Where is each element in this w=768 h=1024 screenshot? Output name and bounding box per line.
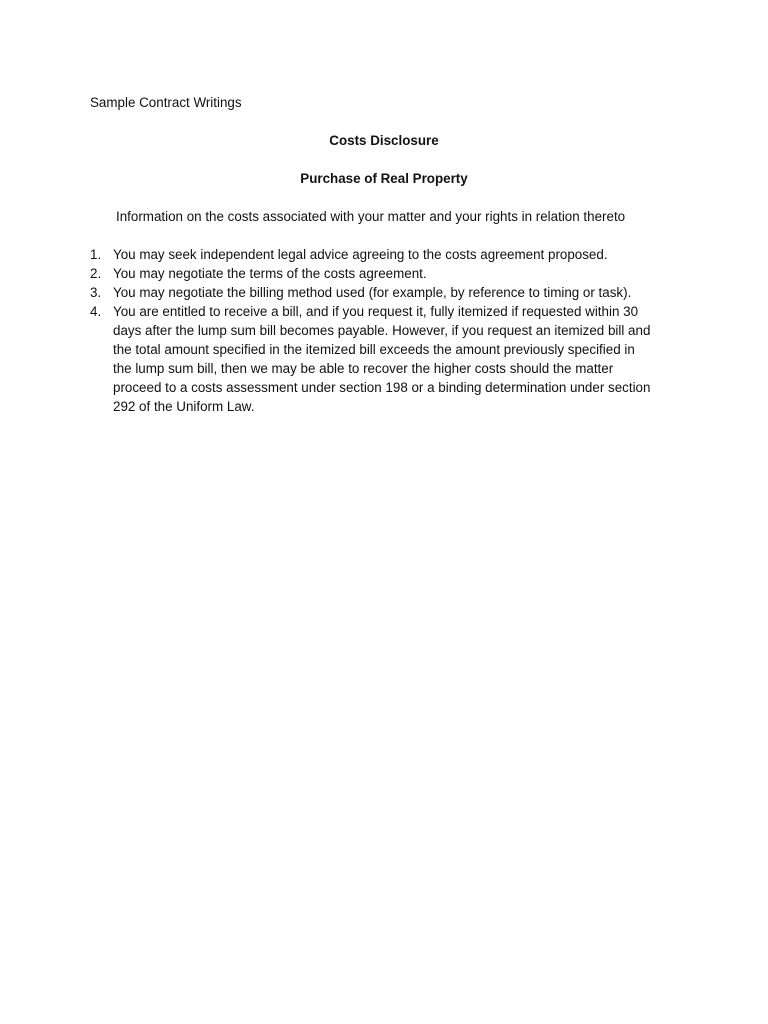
list-item-number: 3. <box>90 285 102 300</box>
document-subtitle: Purchase of Real Property <box>300 171 468 186</box>
list-item-text <box>113 302 680 416</box>
intro-paragraph: Information on the costs associated with your matter and your rights in relation thereto <box>116 209 626 224</box>
list-item-number: 1. <box>90 247 102 262</box>
list-item <box>90 264 680 283</box>
list-item-line: You may negotiate the billing method used (for example, by reference to timing or task). <box>113 285 632 300</box>
rights-list <box>90 245 680 416</box>
document-title: Costs Disclosure <box>329 133 439 148</box>
list-item-text <box>113 264 680 283</box>
list-item-line: the total amount specified in the itemized bill exceeds the amount previously specified in <box>113 342 635 357</box>
list-item-line: You may negotiate the terms of the costs agreement. <box>113 266 427 281</box>
list-item-text <box>113 245 680 264</box>
list-item-line: You are entitled to receive a bill, and if you request it, fully itemized if requested within 30 <box>113 304 639 319</box>
list-item-line: the lump sum bill, then we may be able to recover the higher costs should the matter <box>113 361 614 376</box>
list-item-number: 2. <box>90 266 102 281</box>
list-item <box>90 283 680 302</box>
list-item-line: proceed to a costs assessment under section 198 or a binding determination under section <box>113 380 651 395</box>
list-item-line: days after the lump sum bill becomes payable. However, if you request an itemized bill and <box>113 323 651 338</box>
list-item-number: 4. <box>90 304 102 319</box>
document-label: Sample Contract Writings <box>90 95 242 110</box>
list-item <box>90 302 680 416</box>
list-item <box>90 245 680 264</box>
list-item-line: 292 of the Uniform Law. <box>113 399 255 414</box>
list-item-text <box>113 283 680 302</box>
list-item-line: You may seek independent legal advice agreeing to the costs agreement proposed. <box>113 247 608 262</box>
